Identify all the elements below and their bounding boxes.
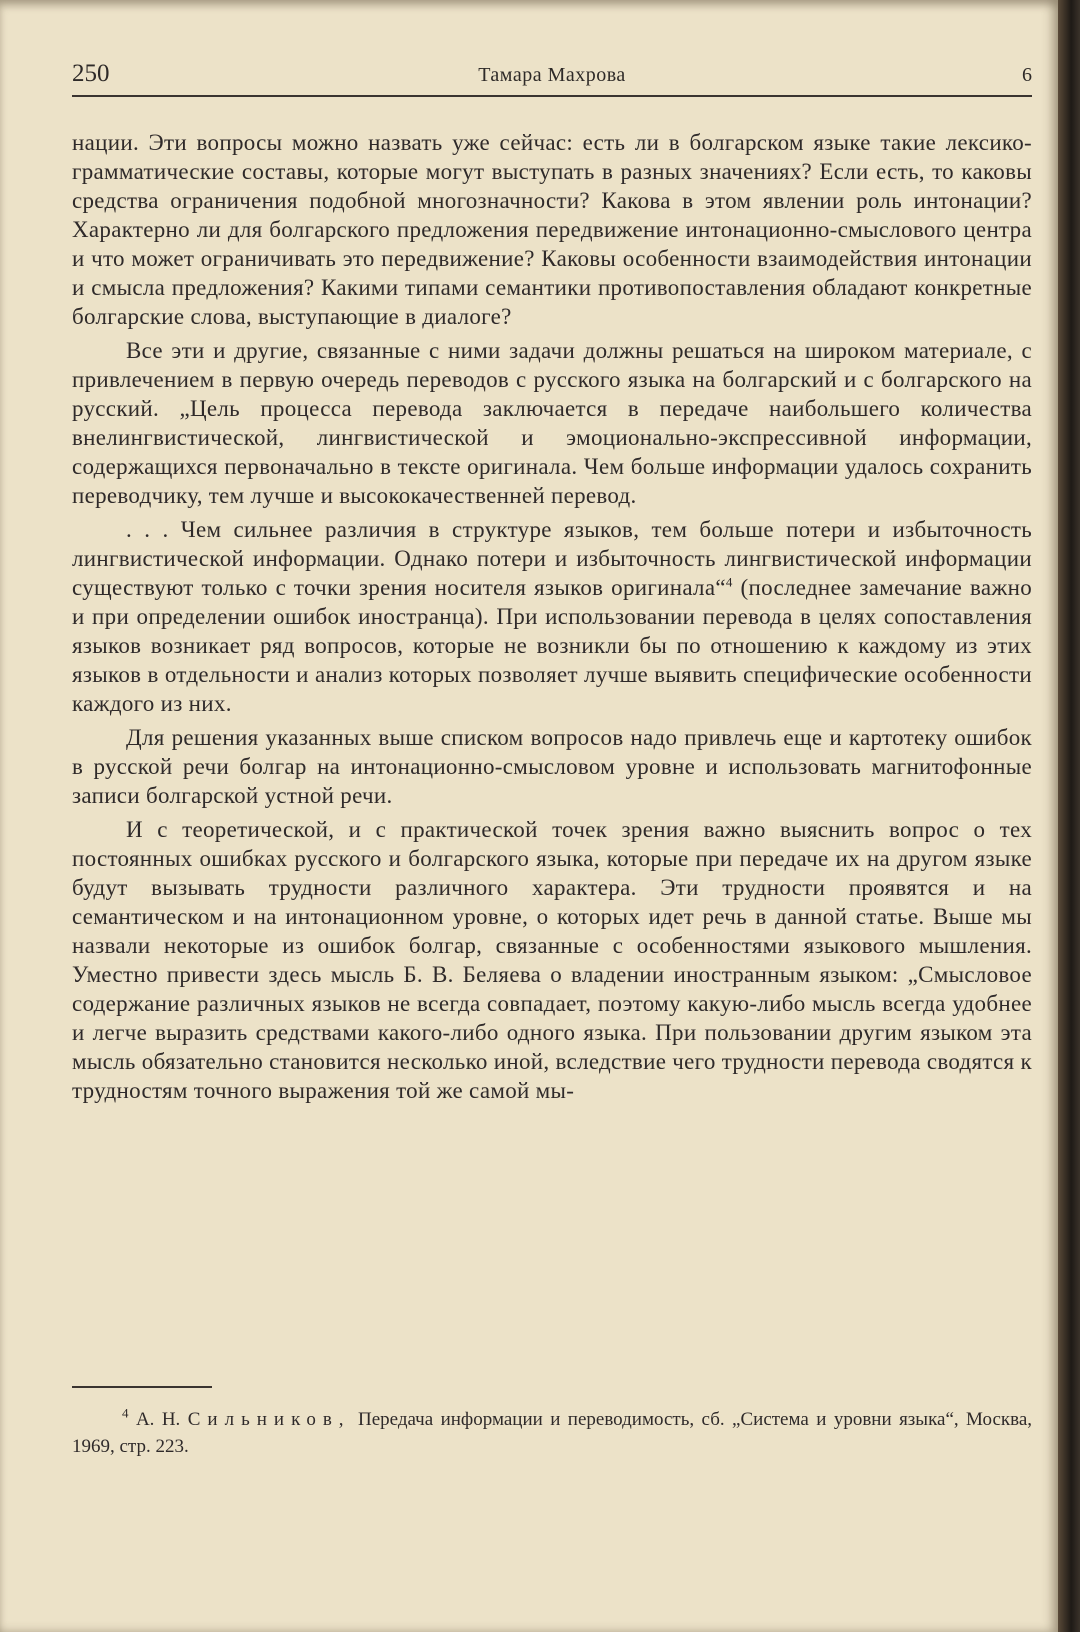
page-edge <box>1058 0 1080 1632</box>
paragraph-5: И с теоретической, и с практической точек зрения важно выяснить вопрос о тех постоянных ошибках русского и болгарского языка, которые при передаче их на другом языке будут вызывать трудности различного характера. Эти трудности проявятся и на семантическом и на интонационном уровне, о которых идет речь в данной статье. Выше мы назвали некоторые из ошибок болгар, связанные с особенностями языкового мышления. Уместно привести здесь мысль Б. В. Беляева о владении иностранным языком: „Смысловое содержание различных языков не всегда совпадает, поэтому какую-либо мысль всегда удобнее и легче выразить средствами какого-либо одного языка. При пользовании другим языком эта мысль обязательно становится несколько иной, вследствие чего трудности перевода сводятся к трудностям точного выражения той же самой мы- <box>72 817 1032 1103</box>
footnote-author-surname: Сильников, <box>187 1409 351 1430</box>
footnote-rule <box>72 1386 212 1388</box>
header-rule <box>72 95 1032 97</box>
paragraph-3-text: . . . Чем сильнее различия в структуре языков, тем больше потери и избыточность лингвистической информации. Однако потери и избыточность лингвистической информации существуют только с точки зрения носителя языков оригинала“ <box>72 517 1032 600</box>
page-number: 250 <box>72 60 110 87</box>
paragraph-4: Для решения указанных выше списком вопросов надо привлечь еще и картотеку ошибок в русской речи болгар на интонационно-смысловом уровне и использовать магнитофонные записи болгарской устной речи. <box>72 725 1032 808</box>
footnote-marker: 4 <box>122 1405 129 1421</box>
paragraph-1: нации. Эти вопросы можно назвать уже сейчас: есть ли в болгарском языке такие лексико-грамматические составы, которые могут выступать в разных значениях? Если есть, то каковы средства ограничения подобной многозначности? Какова в этом явлении роль интонации? Характерно ли для болгарского предложения передвижение интонационно-смыслового центра и что может ограничивать это передвижение? Каковы особенности взаимодействия интонации и смысла предложения? Какими типами семантики противопоставления обладают конкретные болгарские слова, выступающие в диалоге? <box>72 130 1032 329</box>
paragraph-2: Все эти и другие, связанные с ними задачи должны решаться на широком материале, с привлечением в первую очередь переводов с русского языка на болгарский и с болгарского на русский. „Цель процесса перевода заключается в передаче наибольшего количества внелингвистической, лингвистической и эмоционально-экспрессивной информации, содержащихся первоначально в тексте оригинала. Чем больше информации удалось сохранить переводчику, тем лучше и высококачественней перевод. <box>72 338 1032 508</box>
paragraph-3 <box>72 515 1032 718</box>
running-title: Тамара Махрова <box>478 64 626 86</box>
body-text <box>72 128 1032 1110</box>
section-mark: 6 <box>1022 64 1032 86</box>
footnote-author-initials: А. Н. <box>135 1409 181 1430</box>
footnote-text: Передача информации и переводимость, сб. „Система и уровни языка“, Москва, 1969, стр. 223. <box>72 1409 1033 1457</box>
footnote-reference: 4 <box>725 574 733 590</box>
running-head <box>72 56 1032 96</box>
paragraph-3-continuation: (последнее замечание важно и при определении ошибок иностранца). При использовании перевода в целях сопоставления языков возникает ряд вопросов, которые не возникли бы по отношению к каждому из этих языков в отдельности и анализ которых позволяет лучше выявить специфические особенности каждого из них. <box>72 575 1032 716</box>
footnote <box>72 1406 1032 1460</box>
